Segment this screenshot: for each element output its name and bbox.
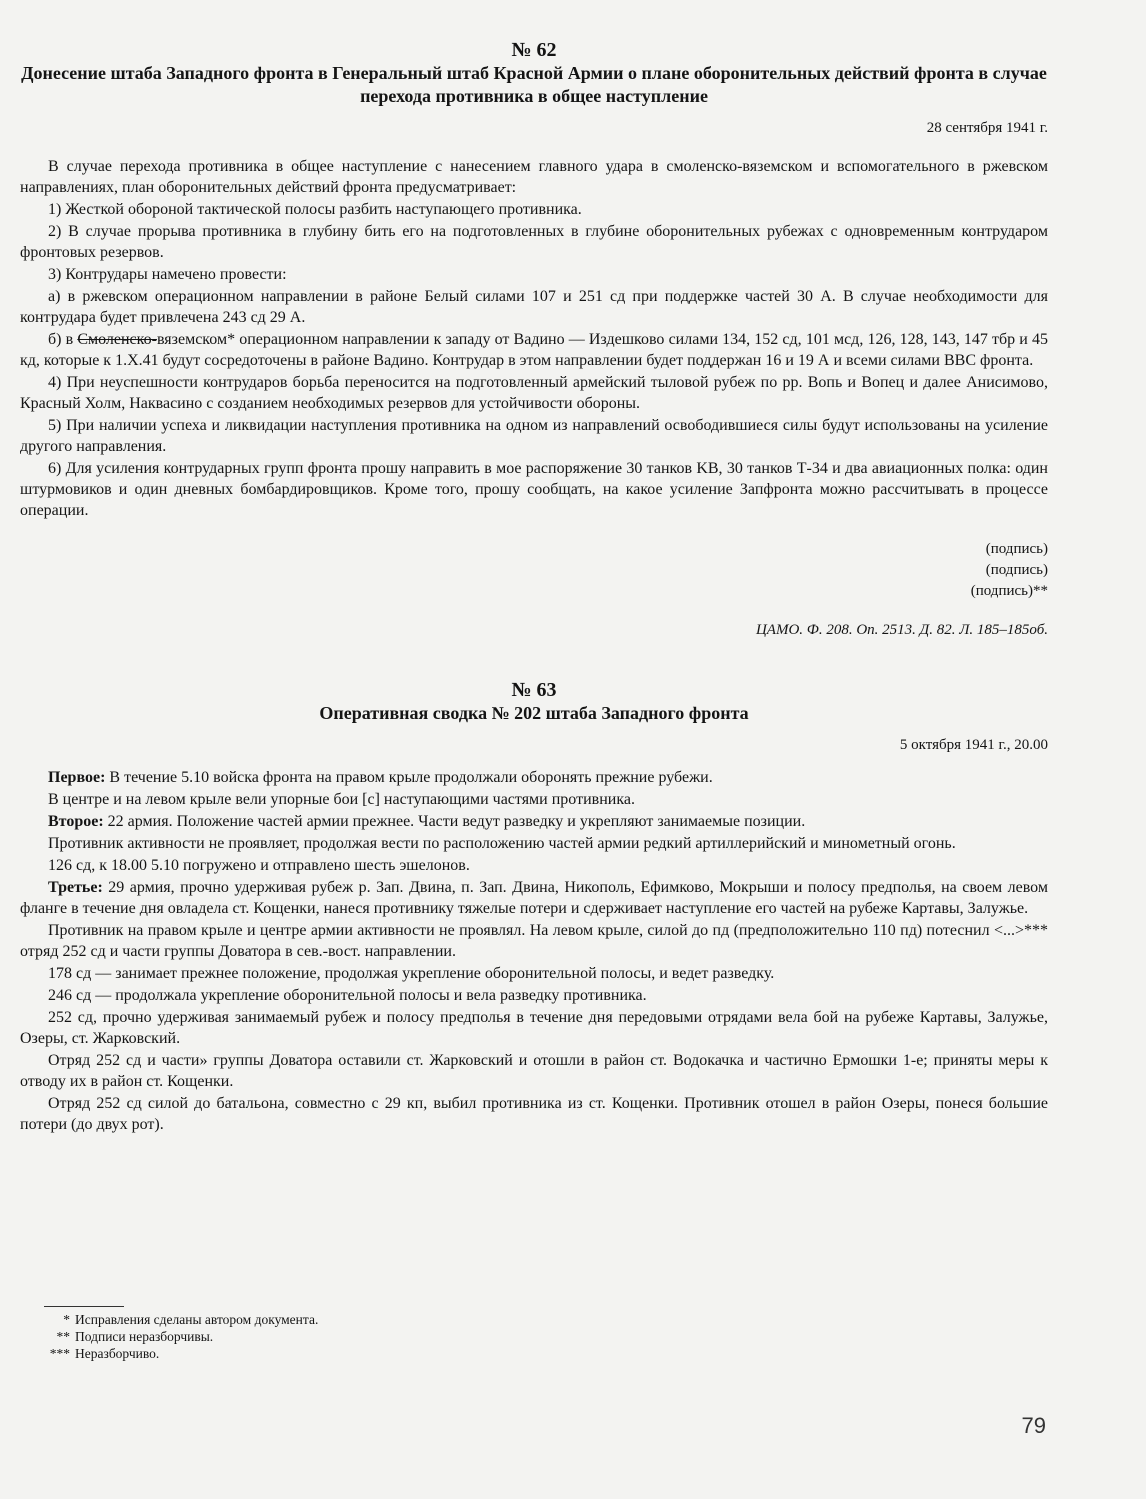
footnote-text: Подписи неразборчивы. bbox=[75, 1329, 214, 1344]
doc62-paragraph: 1) Жесткой обороной тактической полосы разбить наступающего противника. bbox=[48, 201, 582, 218]
doc63-paragraph bbox=[20, 1007, 1048, 1049]
section-label: Первое: bbox=[48, 769, 106, 786]
footnote-mark: * bbox=[63, 1312, 70, 1327]
footnote-text: Неразборчиво. bbox=[75, 1346, 160, 1361]
paragraph-b-rest: вяземском* операционном направлении к западу от Вадино — Издешково силами 134, 152 сд, 101 мсд, 126, 128, 143, 147 тбр и 45 кд, которые к 1.X.41 будут сосредоточены в районе Вадино. Контрудар в этом направлении будет поддержан 16 и 19 А и всеми силами ВВС фронта. bbox=[20, 331, 1048, 369]
signatures bbox=[20, 539, 1048, 602]
section-label: Третье: bbox=[48, 879, 103, 896]
paragraph-text: 22 армия. Положение частей армии прежнее. Части ведут разведку и укрепляют занимаемые позиции. bbox=[103, 813, 806, 830]
doc62-title: Донесение штаба Западного фронта в Генеральный штаб Красной Армии о плане оборонительных действий фронта в случае перехода противника в общее наступление bbox=[21, 63, 1047, 106]
doc63-title: Оперативная сводка № 202 штаба Западного фронта bbox=[319, 703, 749, 723]
footnote-text: Исправления сделаны автором документа. bbox=[75, 1312, 319, 1327]
paragraph-text: В течение 5.10 войска фронта на правом крыле продолжали оборонять прежние рубежи. bbox=[105, 769, 713, 786]
struck-text: Смоленско- bbox=[77, 331, 157, 348]
section-label: Второе: bbox=[48, 813, 104, 830]
doc63-paragraph bbox=[20, 985, 1048, 1006]
footnote-divider bbox=[44, 1306, 124, 1307]
doc62-paragraph: 2) В случае прорыва противника в глубину бить его на подготовленных в глубине оборонительных рубежах с одновременным контрударом фронтовых резервов. bbox=[20, 223, 1048, 261]
paragraph-text: Противник на правом крыле и центре армии активности не проявлял. На левом крыле, силой до пд (предположительно 110 пд) потеснил <...>*** отряд 252 сд и части группы Доватора в сев.-вост. направлении. bbox=[20, 922, 1048, 960]
doc63-body bbox=[20, 767, 1048, 1135]
footnotes bbox=[42, 1306, 542, 1362]
paragraph-text: 126 сд, к 18.00 5.10 погружено и отправлено шесть эшелонов. bbox=[48, 857, 470, 874]
paragraph-text: 29 армия, прочно удерживая рубеж р. Зап. Двина, п. Зап. Двина, Никополь, Ефимково, Мокрыши и полосу предполья, на своем левом фланге в течение дня овладела ст. Кощенки, нанеся противнику тяжелые потери и сдерживает наступление его частей на рубеже Картавы, Залужье. bbox=[20, 879, 1048, 917]
paragraph-text: В центре и на левом крыле вели упорные бои [с] наступающими частями противника. bbox=[48, 791, 635, 808]
doc62-number: № 62 bbox=[511, 39, 557, 61]
footnote bbox=[42, 1345, 542, 1362]
doc62-paragraph: В случае перехода противника в общее наступление с нанесением главного удара в смоленско-вяземском и вспомогательного в ржевском направлениях, план оборонительных действий фронта предусматривает: bbox=[20, 158, 1048, 196]
doc63-paragraph bbox=[20, 1050, 1048, 1092]
page-number: 79 bbox=[1021, 1413, 1046, 1438]
doc63-paragraph bbox=[20, 811, 1048, 832]
paragraph-b-prefix: б) в bbox=[48, 331, 78, 348]
doc63-paragraph bbox=[20, 855, 1048, 876]
doc62-paragraph-b bbox=[20, 329, 1048, 371]
page-content bbox=[20, 38, 1048, 1136]
footnote-mark: ** bbox=[56, 1329, 70, 1344]
paragraph-text: 252 сд, прочно удерживая занимаемый рубеж и полосу предполья в течение дня передовыми отрядами вела бой на рубеже Картавы, Залужье, Озеры, ст. Жарковский. bbox=[20, 1009, 1048, 1047]
doc63-paragraph bbox=[20, 833, 1048, 854]
footnote bbox=[42, 1311, 542, 1328]
paragraph-text: Отряд 252 сд и части» группы Доватора оставили ст. Жарковский и отошли в район ст. Водокачка и частично Ермошки 1-е; приняты меры к отводу их в район ст. Кощенки. bbox=[20, 1052, 1048, 1090]
doc62-paragraph: 4) При неуспешности контрударов борьба переносится на подготовленный армейский тыловой рубеж по рр. Вопь и Вопец и далее Анисимово, Красный Холм, Наквасино с созданием необходимых резервов для устойчивости обороны. bbox=[20, 374, 1048, 412]
doc63-date: 5 октября 1941 г., 20.00 bbox=[899, 737, 1048, 753]
signature: (подпись) bbox=[985, 562, 1048, 578]
doc62-paragraph: 6) Для усиления контрударных групп фронта прошу направить в мое распоряжение 30 танков KB, 30 танков Т-34 и два авиационных полка: один штурмовиков и один дневных бомбардировщиков. Кроме того, прошу сообщать, на какое усиление Запфронта можно рассчитывать в процессе операции. bbox=[20, 460, 1048, 519]
archive-source: ЦАМО. Ф. 208. Оп. 2513. Д. 82. Л. 185–185об. bbox=[755, 622, 1048, 638]
doc62-paragraph: а) в ржевском операционном направлении в районе Белый силами 107 и 251 сд при поддержке частей 30 А. В случае необходимости для контрудара будет привлечена 243 сд 29 А. bbox=[20, 288, 1048, 326]
paragraph-text: 246 сд — продолжала укрепление оборонительной полосы и вела разведку противника. bbox=[48, 987, 647, 1004]
doc63-paragraph bbox=[20, 877, 1048, 919]
doc63-paragraph bbox=[20, 920, 1048, 962]
doc63-paragraph bbox=[20, 767, 1048, 788]
doc62-paragraph: 5) При наличии успеха и ликвидации наступления противника на одном из направлений освободившиеся силы будут использованы на усиление другого направления. bbox=[20, 417, 1048, 455]
doc63-paragraph bbox=[20, 963, 1048, 984]
doc63-paragraph bbox=[20, 1093, 1048, 1135]
footnote bbox=[42, 1328, 542, 1345]
signature: (подпись) bbox=[985, 541, 1048, 557]
doc62-date: 28 сентября 1941 г. bbox=[926, 120, 1048, 136]
doc63-paragraph bbox=[20, 789, 1048, 810]
paragraph-text: Противник активности не проявляет, продолжая вести по расположению частей армии редкий артиллерийский и минометный огонь. bbox=[48, 835, 956, 852]
signature: (подпись)** bbox=[970, 583, 1048, 599]
doc63-number: № 63 bbox=[511, 679, 557, 701]
footnote-mark: *** bbox=[49, 1346, 70, 1361]
paragraph-text: Отряд 252 сд силой до батальона, совместно с 29 кп, выбил противника из ст. Кощенки. Противник отошел в район Озеры, понеся большие потери (до двух рот). bbox=[20, 1095, 1048, 1133]
paragraph-text: 178 сд — занимает прежнее положение, продолжая укрепление оборонительной полосы, и ведет разведку. bbox=[48, 965, 775, 982]
doc62-paragraph: 3) Контрудары намечено провести: bbox=[48, 266, 287, 283]
